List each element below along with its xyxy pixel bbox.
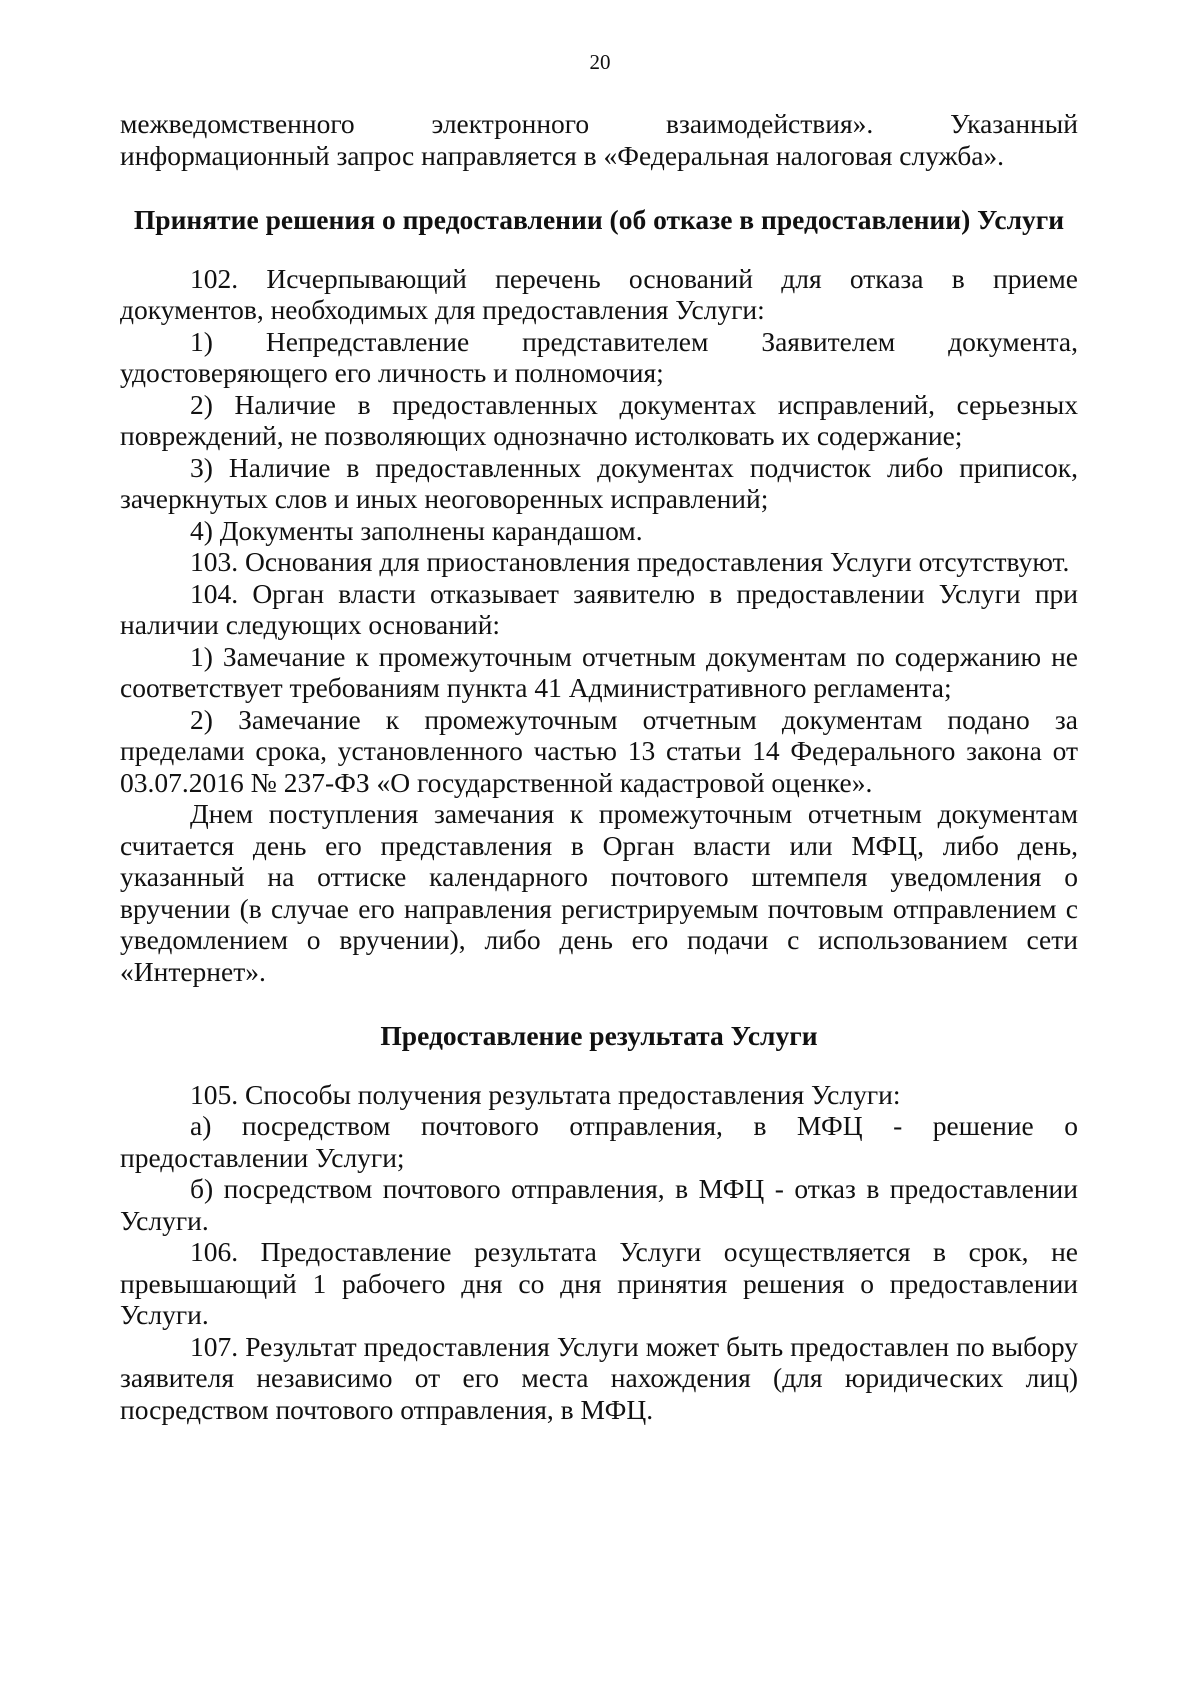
paragraph-107: 107. Результат предоставления Услуги может быть предоставлен по выбору заявителя независимо от его места нахождения (для юридических лиц) посредством почтового отправления, в МФЦ. bbox=[120, 1330, 1078, 1425]
paragraph-106: 106. Предоставление результата Услуги осуществляется в срок, не превышающий 1 рабочего дня со дня принятия решения о предоставлении Услуги. bbox=[120, 1236, 1078, 1330]
paragraph-submission-date: Днем поступления замечания к промежуточным отчетным документам считается день его представления в Орган власти или МФЦ, либо день, указанный на оттиске календарного почтового штемпеля уведомления о вручении (в случае его направления регистрируемым почтовым отправлением с уведомлением о вручении), либо день его подачи с использованием сети «Интернет». bbox=[120, 798, 1078, 987]
document-body bbox=[120, 108, 1078, 1425]
intro-paragraph: межведомственного электронного взаимодействия». Указанный информационный запрос направляется в «Федеральная налоговая служба». bbox=[120, 108, 1078, 171]
paragraph-105: 105. Способы получения результата предоставления Услуги: bbox=[190, 1078, 901, 1110]
section-heading-result: Предоставление результата Услуги bbox=[380, 1020, 818, 1051]
list-item-104-1: 1) Замечание к промежуточным отчетным документам по содержанию не соответствует требованиям пункта 41 Административного регламента; bbox=[120, 640, 1078, 703]
page-number: 20 bbox=[589, 50, 611, 74]
list-item-104-2: 2) Замечание к промежуточным отчетным документам подано за пределами срока, установленного частью 13 статьи 14 Федерального закона от 03.07.2016 № 237-ФЗ «О государственной кадастровой оценке». bbox=[120, 703, 1078, 798]
list-item-105-a: а) посредством почтового отправления, в МФЦ - решение о предоставлении Услуги; bbox=[120, 1110, 1078, 1173]
paragraph-103: 103. Основания для приостановления предоставления Услуги отсутствуют. bbox=[190, 546, 1070, 577]
list-item-102-4: 4) Документы заполнены карандашом. bbox=[190, 514, 643, 546]
paragraph-102: 102. Исчерпывающий перечень оснований для отказа в приеме документов, необходимых для предоставления Услуги: bbox=[120, 262, 1078, 325]
list-item-102-2: 2) Наличие в предоставленных документах исправлений, серьезных повреждений, не позволяющих однозначно истолковать их содержание; bbox=[120, 388, 1078, 451]
list-item-105-b: б) посредством почтового отправления, в МФЦ - отказ в предоставлении Услуги. bbox=[120, 1173, 1078, 1236]
paragraph-104: 104. Орган власти отказывает заявителю в предоставлении Услуги при наличии следующих оснований: bbox=[120, 577, 1078, 640]
section-heading-decision: Принятие решения о предоставлении (об отказе в предоставлении) Услуги bbox=[133, 204, 1065, 235]
list-item-102-1: 1) Непредставление представителем Заявителем документа, удостоверяющего его личность и полномочия; bbox=[120, 325, 1078, 388]
list-item-102-3: 3) Наличие в предоставленных документах подчисток либо приписок, зачеркнутых слов и иных неоговоренных исправлений; bbox=[120, 451, 1078, 514]
